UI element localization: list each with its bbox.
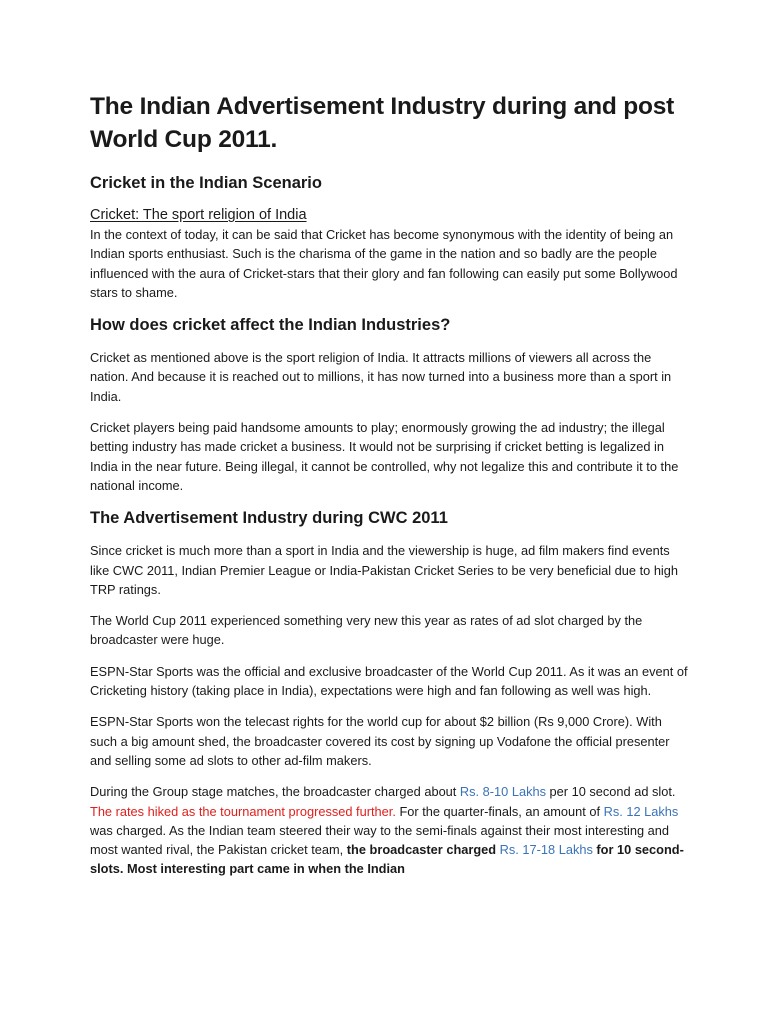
section-heading-industries: How does cricket affect the Indian Industries?	[90, 316, 451, 335]
rates-hiked-highlight: The rates hiked as the tournament progressed further.	[90, 803, 396, 819]
subheading-sport-religion: Cricket: The sport religion of India	[90, 207, 307, 223]
section-heading-cricket-scenario: Cricket in the Indian Scenario	[90, 174, 322, 192]
bold-segment: for 10 second-slots. Most interesting part came in when the Indian	[90, 842, 684, 877]
paragraph-sport-religion: Cricket as mentioned above is the sport religion of India. It attracts millions of viewers all across the nation. And because it is reached out to millions, it has now turned into a business more than a sport in India.	[90, 350, 672, 404]
paragraph-telecast-rights: ESPN-Star Sports won the telecast rights for the world cup for about $2 billion (Rs 9,000 Crore). With such a big amount shed, the broadcaster covered its cost by signing up Vodafone the official presenter and selling some ad slots to other ad-film makers.	[90, 714, 670, 768]
paragraph-betting: Cricket players being paid handsome amounts to play; enormously growing the ad industry; the illegal betting industry has made cricket a business. It would not be surprising if cricket betting is legalized in India in the near future. Being illegal, it cannot be controlled, why not legalize this and contribute it to the national income.	[90, 420, 679, 493]
paragraph-cricket-identity: In the context of today, it can be said that Cricket has become synonymous with the identity of being an Indian sports enthusiast. Such is the charisma of the game in the nation and so badly are the people influenced with the aura of Cricket-stars that their glory and fan following can easily put some Bollywood stars to shame.	[90, 227, 678, 300]
paragraph-viewership: Since cricket is much more than a sport in India and the viewership is huge, ad film makers find events like CWC 2011, Indian Premier League or India-Pakistan Cricket Series to be very beneficial due to high TRP ratings.	[90, 543, 679, 597]
document-title: The Indian Advertisement Industry during and post World Cup 2011.	[90, 93, 675, 153]
document-body	[90, 90, 690, 891]
rate-semi-finals: Rs. 17-18 Lakhs	[499, 842, 593, 858]
bold-segment: the broadcaster charged	[346, 842, 500, 858]
text-segment: For the quarter-finals, an amount of	[395, 803, 604, 819]
paragraph-group-stage-rates	[90, 782, 690, 878]
text-segment: per 10 second ad slot.	[546, 784, 676, 800]
rate-group-stage: Rs. 8-10 Lakhs	[459, 784, 546, 800]
paragraph-broadcaster: ESPN-Star Sports was the official and exclusive broadcaster of the World Cup 2011. As it was an event of Cricketing history (taking place in India), expectations were high and fan following as well was high.	[90, 663, 688, 699]
text-segment: During the Group stage matches, the broadcaster charged about	[90, 784, 460, 800]
section-heading-ad-industry: The Advertisement Industry during CWC 2011	[90, 509, 448, 528]
text-segment: was charged. As the Indian team steered their way to the semi-finals against their most interesting and most wanted rival, the Pakistan cricket team,	[90, 822, 670, 858]
paragraph-ad-slot-rates: The World Cup 2011 experienced something very new this year as rates of ad slot charged by the broadcaster were huge.	[90, 613, 643, 648]
rate-quarter-finals: Rs. 12 Lakhs	[603, 803, 679, 819]
